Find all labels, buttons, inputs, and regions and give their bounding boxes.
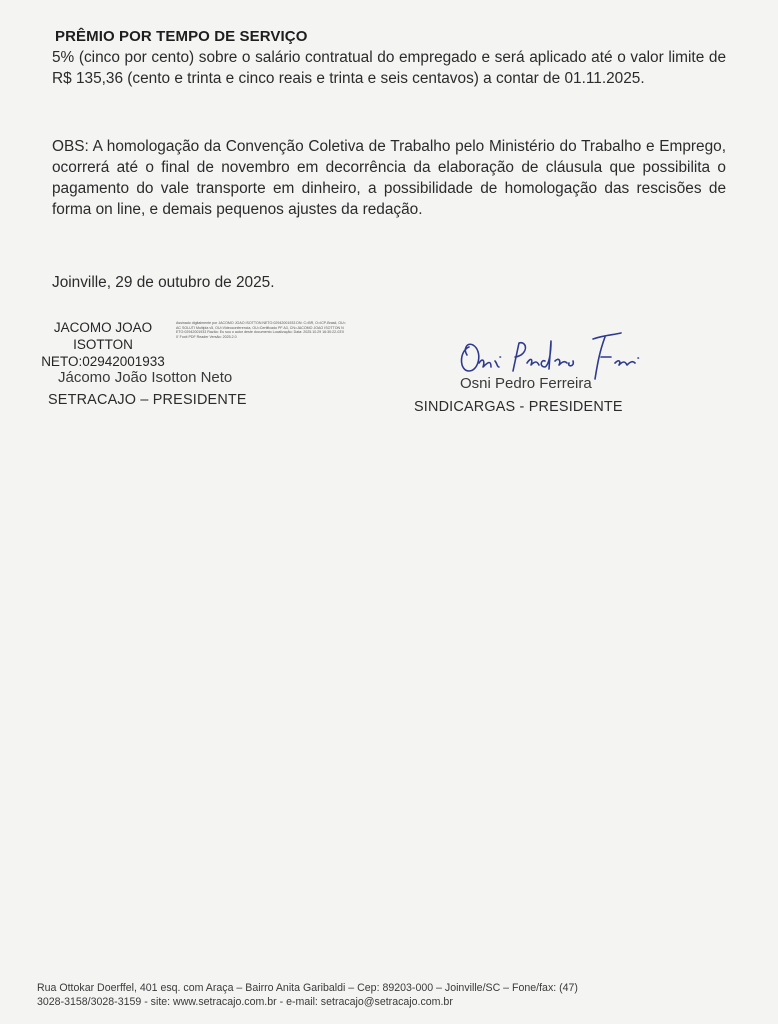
- left-signatory-role: SETRACAJO – PRESIDENTE: [48, 392, 247, 408]
- date-line: Joinville, 29 de outubro de 2025.: [52, 274, 275, 291]
- footer-address: [37, 981, 737, 1009]
- digital-signature-block: [32, 319, 346, 369]
- digital-signature-name: [32, 319, 174, 370]
- digital-signature-detail: Assinado digitalmente por JACOMO JOAO ISOTTON NETO:02942001933 DN: C=BR, O=ICP-Brasil, OU=AC SOLUTI Multipla v5, OU=Videoconferencia, OU=Certificado PF A3, CN=JACOMO JOAO ISOTTON NETO:02942001933 Razão: Eu sou o autor deste documento Localização: Data: 2025.10.29 16:30:22-03'00' Foxit PDF Reader Versão: 2025.2.0: [176, 321, 346, 339]
- left-signatory-name: Jácomo João Isotton Neto: [58, 369, 233, 386]
- digital-signature-name-line3: NETO:02942001933: [41, 354, 165, 369]
- footer-line1: Rua Ottokar Doerffel, 401 esq. com Araça – Bairro Anita Garibaldi – Cep: 89203-000 – Joinville/SC – Fone/fax: (47): [37, 982, 578, 994]
- footer-line2: 3028-3158/3028-3159 - site: www.setracajo.com.br - e-mail: setracajo@setracajo.com.br: [37, 996, 453, 1008]
- right-signatory-name: Osni Pedro Ferreira: [460, 375, 592, 392]
- section-title: PRÊMIO POR TEMPO DE SERVIÇO: [55, 28, 308, 45]
- digital-signature-name-line2: ISOTTON: [73, 337, 133, 352]
- right-signatory-role: SINDICARGAS - PRESIDENTE: [414, 399, 623, 415]
- paragraph-premium: 5% (cinco por cento) sobre o salário contratual do empregado e será aplicado até o valor limite de R$ 135,36 (cento e trinta e cinco reais e trinta e seis centavos) a contar de 01.11.2025.: [52, 49, 726, 87]
- paragraph-observation: OBS: A homologação da Convenção Coletiva de Trabalho pelo Ministério do Trabalho e Emprego, ocorrerá até o final de novembro em decorrência da elaboração de cláusula que possibilita o pagamento do vale transporte em dinheiro, a possibilidade de homologação das rescisões de forma on line, e demais pequenos ajustes da redação.: [52, 138, 726, 218]
- digital-signature-name-line1: JACOMO JOAO: [53, 320, 153, 335]
